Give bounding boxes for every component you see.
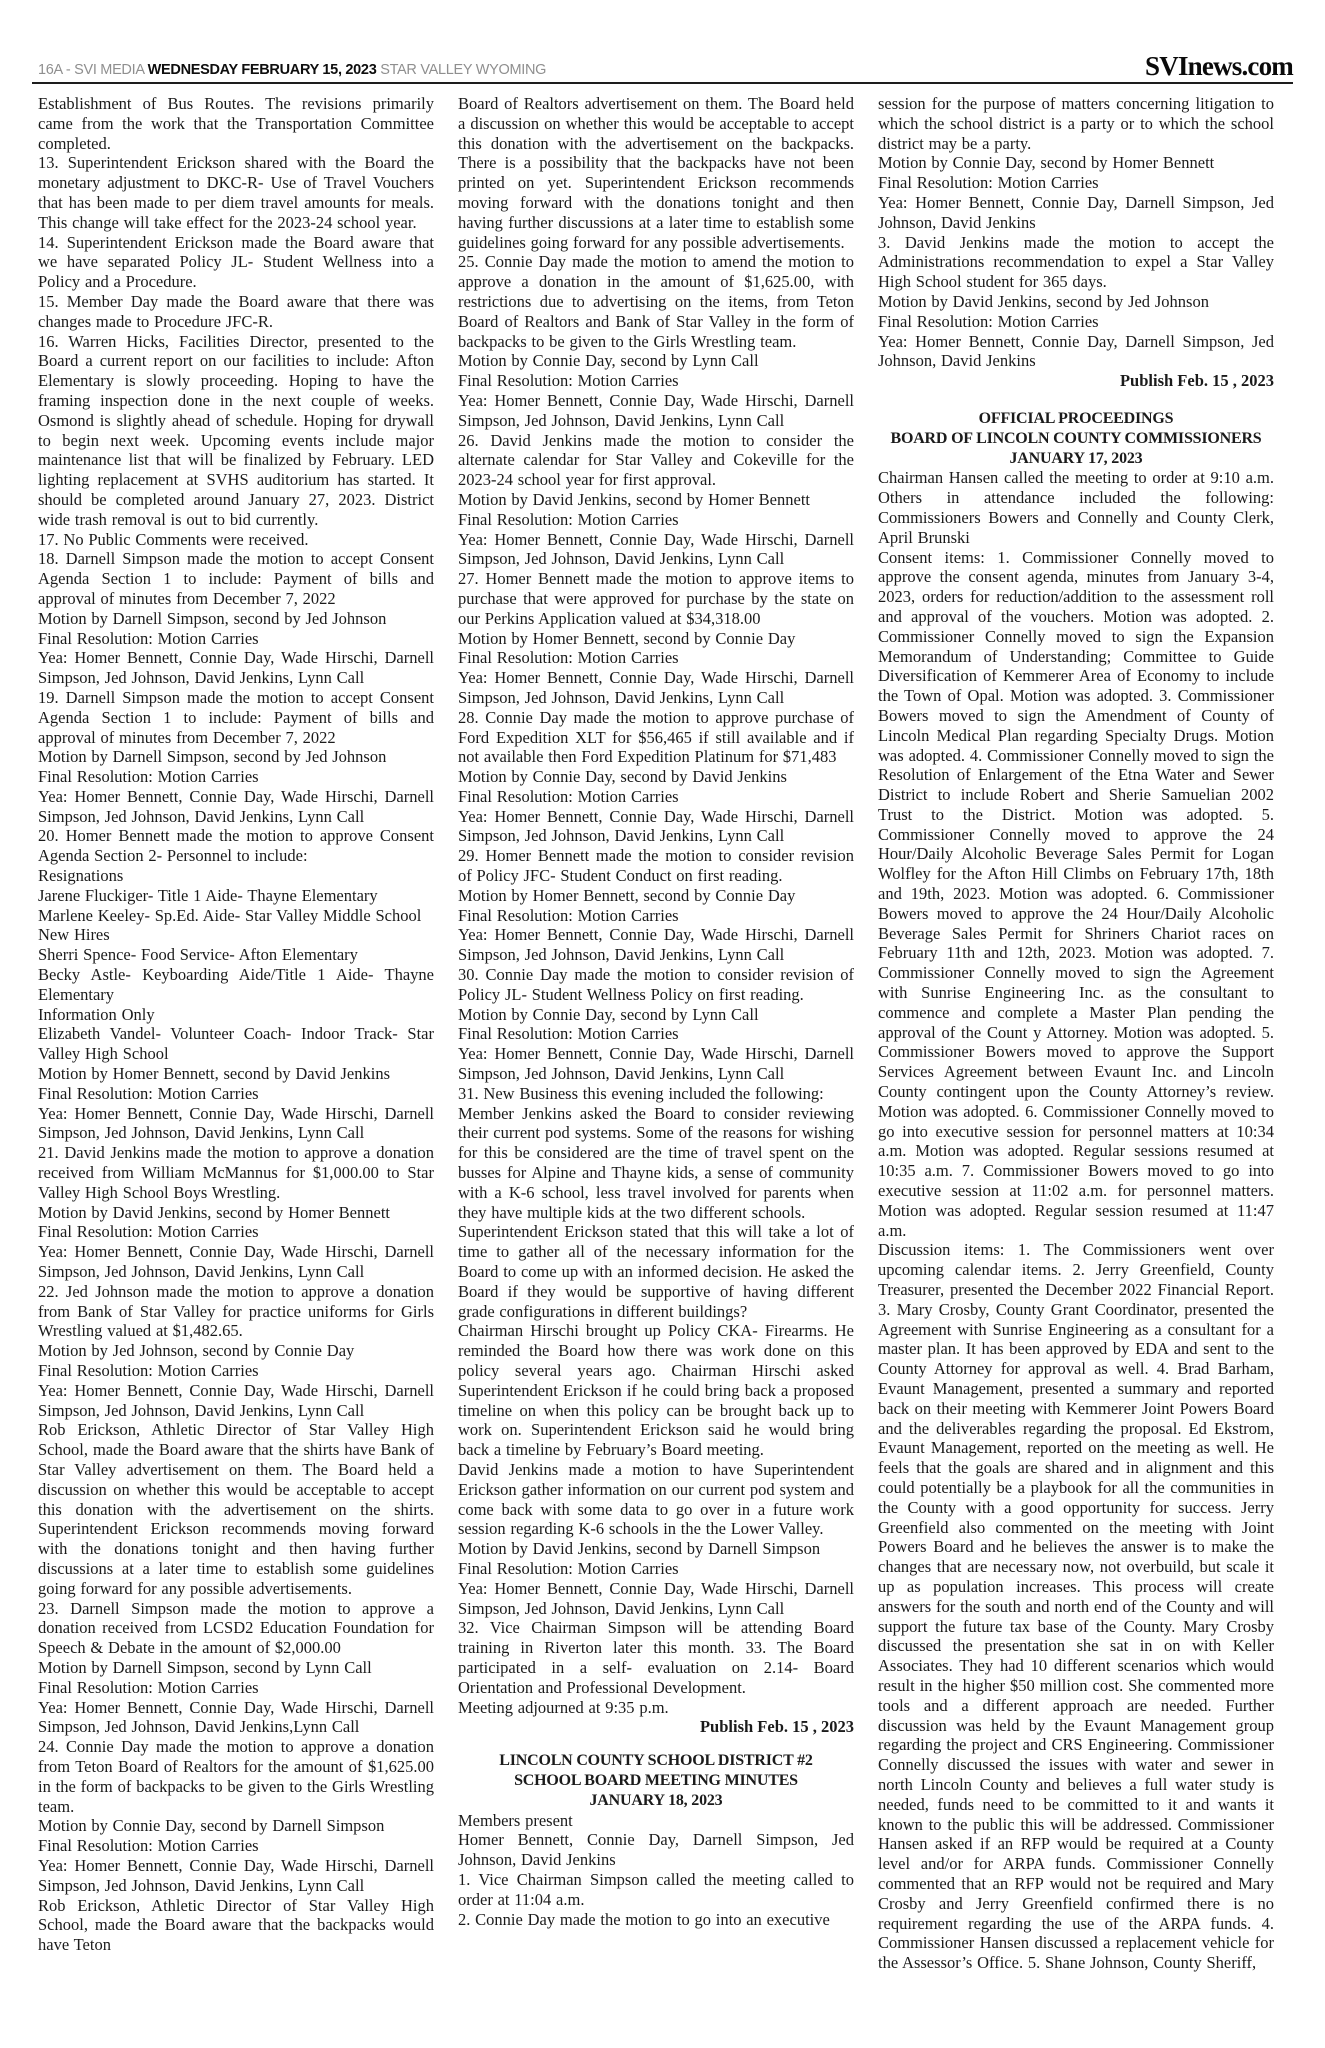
paragraph: Yea: Homer Bennett, Connie Day, Darnell Simpson, Jed Johnson, David Jenkins (878, 192, 1274, 232)
paragraph: Yea: Homer Bennett, Connie Day, Darnell Simpson, Jed Johnson, David Jenkins (878, 331, 1274, 371)
site-brand: SVInews.com (1145, 51, 1293, 81)
paragraph: Final Resolution: Motion Carries (458, 905, 679, 925)
spacer (458, 1737, 854, 1751)
paragraph: Marlene Keeley- Sp.Ed. Aide- Star Valley Middle School (38, 905, 422, 925)
paragraph: Motion by David Jenkins, second by Jed Johnson (878, 291, 1209, 311)
paragraph: 2. Connie Day made the motion to go into an executive (458, 1909, 830, 1929)
paragraph: Establishment of Bus Routes. The revisions primarily came from the work that the Transportation Committee completed. (38, 94, 434, 153)
paragraph: 27. Homer Bennett made the motion to approve items to purchase that were approved for purchase by the state on our Perkins Application valued at $34,318.00 (458, 569, 854, 628)
column-2 (458, 94, 854, 1973)
paragraph: 30. Connie Day made the motion to consider revision of Policy JL- Student Wellness Policy on first reading. (458, 965, 854, 1004)
paragraph: 23. Darnell Simpson made the motion to approve a donation received from LCSD2 Education Foundation for Speech & Debate in the amount of $2,000.00 (38, 1598, 434, 1658)
paragraph: 31. New Business this evening included the following: (458, 1083, 824, 1103)
paragraph: Motion by Homer Bennett, second by David Jenkins (38, 1064, 390, 1084)
paragraph: Rob Erickson, Athletic Director of Star Valley High School, made the Board aware that the backpacks would have Teton (38, 1895, 434, 1955)
paragraph: 26. David Jenkins made the motion to consider the alternate calendar for Star Valley and Cokeville for the 2023-24 school year for first approval. (458, 430, 854, 490)
paragraph: Final Resolution: Motion Carries (458, 1558, 679, 1578)
article-columns (38, 94, 1274, 1973)
paragraph: Chairman Hansen called the meeting to order at 9:10 a.m. Others in attendance included the following: Commissioners Bowers and Connelly and County Clerk, April Brunski (878, 468, 1274, 547)
page-info (38, 63, 546, 81)
paragraph: 19. Darnell Simpson made the motion to accept Consent Agenda Section 1 to include: Payment of bills and approval of minutes from December 7, 2022 (38, 687, 434, 747)
paragraph: Chairman Hirschi brought up Policy CKA- Firearms. He reminded the Board how there was work done on this policy several years ago. Chairman Hirschi asked Superintendent Erickson if he could bring back a proposed timeline on when this policy can be brought back up to work on. Superintendent Erickson said he would bring back a timeline by February’s Board meeting. (458, 1321, 854, 1460)
paragraph: session for the purpose of matters concerning litigation to which the school district is a party or to which the school district may be a party. (878, 94, 1274, 153)
paragraph: Motion by David Jenkins, second by Darnell Simpson (458, 1539, 821, 1559)
paragraph: Final Resolution: Motion Carries (878, 311, 1099, 331)
paragraph: Information Only (38, 1004, 155, 1024)
paragraph: Yea: Homer Bennett, Connie Day, Wade Hirschi, Darnell Simpson, Jed Johnson, David Jenkins, Lynn Call (458, 1044, 854, 1084)
section-heading: SCHOOL BOARD MEETING MINUTES (514, 1771, 798, 1789)
paragraph: 21. David Jenkins made the motion to approve a donation received from William McMannus for $1,000.00 to Star Valley High School Boys Wrestling. (38, 1143, 434, 1202)
paragraph: Motion by Darnell Simpson, second by Jed Johnson (38, 747, 387, 767)
paragraph: Final Resolution: Motion Carries (458, 509, 679, 529)
paragraph: Yea: Homer Bennett, Connie Day, Wade Hirschi, Darnell Simpson, Jed Johnson, David Jenkins, Lynn Call (458, 925, 854, 965)
paragraph: Final Resolution: Motion Carries (458, 371, 679, 391)
paragraph: 15. Member Day made the Board aware that there was changes made to Procedure JFC-R. (38, 291, 434, 331)
paragraph: 3. David Jenkins made the motion to accept the Administrations recommendation to expel a Star Valley High School student for 365 days. (878, 232, 1274, 292)
paragraph: Motion by Connie Day, second by Lynn Call (458, 1004, 759, 1024)
paragraph: David Jenkins made a motion to have Superintendent Erickson gather information on our current pod system and come back with some data to go over in a future work session regarding K-6 schools in the the Lower Valley. (458, 1459, 854, 1539)
publish-line: Publish Feb. 15 , 2023 (699, 1717, 854, 1737)
column-3 (878, 94, 1274, 1973)
paragraph: 24. Connie Day made the motion to approve a donation from Teton Board of Realtors for the amount of $1,625.00 in the form of backpacks to be given to the Girls Wrestling team. (38, 1737, 434, 1816)
section-heading: OFFICIAL PROCEEDINGS (978, 409, 1174, 427)
paragraph: Motion by Darnell Simpson, second by Lynn Call (38, 1657, 372, 1677)
paragraph: 22. Jed Johnson made the motion to approve a donation from Bank of Star Valley for practice uniforms for Girls Wrestling valued at $1,482.65. (38, 1281, 434, 1341)
section-heading: JANUARY 17, 2023 (1009, 449, 1143, 467)
paragraph: 28. Connie Day made the motion to approve purchase of Ford Expedition XLT for $56,465 if still available and if not available then Ford Expedition Platinum for $71,483 (458, 707, 854, 767)
page-edition: 16A - SVI MEDIA (38, 61, 148, 78)
section-heading: BOARD OF LINCOLN COUNTY COMMISSIONERS (890, 429, 1262, 447)
header-rule (32, 82, 1293, 84)
paragraph: Homer Bennett, Connie Day, Darnell Simpson, Jed Johnson, David Jenkins (458, 1830, 854, 1870)
section-heading: LINCOLN COUNTY SCHOOL DISTRICT #2 (499, 1752, 813, 1770)
paragraph: Yea: Homer Bennett, Connie Day, Wade Hirschi, Darnell Simpson, Jed Johnson, David Jenkins, Lynn Call (38, 1855, 434, 1895)
paragraph: Yea: Homer Bennett, Connie Day, Wade Hirschi, Darnell Simpson, Jed Johnson, David Jenkins, Lynn Call (38, 648, 434, 688)
paragraph: Yea: Homer Bennett, Connie Day, Wade Hirschi, Darnell Simpson, Jed Johnson, David Jenkins, Lynn Call (38, 1103, 434, 1143)
paragraph: 14. Superintendent Erickson made the Board aware that we have separated Policy JL- Student Wellness into a Policy and a Procedure. (38, 232, 434, 292)
paragraph: Board of Realtors advertisement on them. The Board held a discussion on whether this would be acceptable to accept this donation with the advertisement on the backpacks. There is a possibility that the backpacks have not been printed on yet. Superintendent Erickson recommends moving forward with the donations tonight and then having further discussions at a later time to establish some guidelines going forward for any possible advertisements. (458, 94, 854, 252)
paragraph: Yea: Homer Bennett, Connie Day, Wade Hirschi, Darnell Simpson, Jed Johnson, David Jenkins, Lynn Call (458, 668, 854, 707)
paragraph: Motion by David Jenkins, second by Homer Bennett (458, 489, 810, 509)
paragraph: Meeting adjourned at 9:35 p.m. (458, 1697, 669, 1717)
paragraph: Consent items: 1. Commissioner Connelly moved to approve the consent agenda, minutes from January 3-4, 2023, orders for reduction/addition to the assessment roll and approval of the vouchers. Motion was adopted. 2. Commissioner Connelly moved to sign the Expansion Memorandum of Understanding; Committee to Guide Diversification of Kemmerer Area of Economy to include the Town of Opal. Motion was adopted. 3. Commissioner Bowers moved to sign the Amendment of County of Lincoln Medical Plan regarding Specialty Drugs. Motion was adopted. 4. Commissioner Connelly moved to sign the Resolution of Enlargement of the Etna Water and Sewer District to include Robert and Sherie Samuelian 2002 Trust to the District. Motion was adopted. 5. Commissioner Connelly moved to approve the 24 Hour/Daily Alcoholic Beverage Sales Permit for Logan Wolfley for the Afton Hill Climbs on February 17th, 18th and 19th, 2023. Motion was adopted. 6. Commissioner Bowers moved to approve the 24 Hour/Daily Alcoholic Beverage Sales Permit for Shriners Chariot races on February 11th and 12th, 2023. Motion was adopted. 7. Commissioner Connelly moved to sign the Agreement with Sunrise Engineering Inc. as the consultant to commence and complete a Master Plan pending the approval of the Count y Attorney. Motion was adopted. 5. Commissioner Bowers moved to approve the Support Services Agreement between Evaunt Inc. and Lincoln County contingent upon the County Attorney’s review. Motion was adopted. 6. Commissioner Connelly moved to go into executive session for personnel matters at 10:34 a.m. Motion was adopted. Regular sessions resumed at 10:35 a.m. 7. Commissioner Bowers moved to go into executive session at 11:02 a.m. for personnel matters. Motion was adopted. Regular session resumed at 11:47 a.m. (878, 547, 1274, 1240)
paragraph: Motion by Homer Bennett, second by Connie Day (458, 628, 796, 648)
paragraph: Motion by Jed Johnson, second by Connie Day (38, 1341, 355, 1361)
paragraph: Final Resolution: Motion Carries (38, 1083, 259, 1103)
paragraph: 17. No Public Comments were received. (38, 529, 309, 549)
paragraph: 13. Superintendent Erickson shared with the Board the monetary adjustment to DKC-R- Use of Travel Vouchers that has been made to per diem travel amounts for meals. This change will take effect for the 2023-24 school year. (38, 153, 434, 232)
paragraph: Motion by Homer Bennett, second by Connie Day (458, 885, 796, 905)
paragraph: Sherri Spence- Food Service- Afton Elementary (38, 945, 358, 965)
spacer (878, 391, 1274, 409)
paragraph: Yea: Homer Bennett, Connie Day, Wade Hirschi, Darnell Simpson, Jed Johnson, David Jenkins,Lynn Call (38, 1697, 434, 1737)
paragraph: Final Resolution: Motion Carries (38, 1361, 259, 1380)
paragraph: Superintendent Erickson stated that this will take a lot of time to gather all of the necessary information for the Board to come up with an informed decision. He asked the Board if they would be supportive of having different grade configurations in different buildings? (458, 1222, 854, 1321)
paragraph: Yea: Homer Bennett, Connie Day, Wade Hirschi, Darnell Simpson, Jed Johnson, David Jenkins, Lynn Call (458, 1578, 854, 1618)
paragraph: Yea: Homer Bennett, Connie Day, Wade Hirschi, Darnell Simpson, Jed Johnson, David Jenkins, Lynn Call (38, 786, 434, 826)
section-heading: JANUARY 18, 2023 (589, 1791, 723, 1809)
paragraph: Motion by David Jenkins, second by Homer Bennett (38, 1202, 390, 1222)
paragraph: Motion by Connie Day, second by Lynn Call (458, 351, 759, 371)
paragraph: 29. Homer Bennett made the motion to consider revision of Policy JFC- Student Conduct on first reading. (458, 846, 854, 886)
publish-line: Publish Feb. 15 , 2023 (1119, 371, 1274, 391)
paragraph: 32. Vice Chairman Simpson will be attending Board training in Riverton later this month. 33. The Board participated in a self- evaluation on 2.14- Board Orientation and Professional Development. (458, 1618, 854, 1697)
paragraph: Yea: Homer Bennett, Connie Day, Wade Hirschi, Darnell Simpson, Jed Johnson, David Jenkins, Lynn Call (458, 390, 854, 430)
paragraph: Becky Astle- Keyboarding Aide/Title 1 Aide- Thayne Elementary (38, 965, 434, 1004)
paragraph: Discussion items: 1. The Commissioners went over upcoming calendar items. 2. Jerry Greenfield, County Treasurer, presented the December 2022 Financial Report. 3. Mary Crosby, County Grant Coordinator, presented the Agreement with Sunrise Engineering as a consultant for a master plan. It has been approved by EDA and sent to the County Attorney for approval as well. 4. Brad Barham, Evaunt Management, presented a summary and reported back on their meeting with Kemmerer Joint Powers Board and the deliverables regarding the proposal. Ed Ekstrom, Evaunt Management, reported on the meeting as well. He feels that the goals are shared and in alignment and this could potentially be a playbook for all the communities in the County with a good opportunity for success. Jerry Greenfield also commented on the meeting with Joint Powers Board and he believes the answer is to make the changes that are necessary now, not overbuild, but scale it up as population increases. This process will create answers for the south and north end of the County and will support the future tax base of the County. Mary Crosby discussed the presentation she sat in on with Keller Associates. They had 10 different scenarios which would result in the higher $50 million cost. She commented more tools and a different approach are needed. Further discussion was held by the Evaunt Management group regarding the project and CRS Engineering. Commissioner Connelly discussed the issues with water and sewer in north Lincoln County and believes a full water study is needed, funds need to be committed to it and wants it known to the public this will be addressed. Commissioner Hansen asked if an RFP would be required at a County level and/or for ARPA funds. Commissioner Connelly commented that an RFP would not be required and Mary Crosby and Jerry Greenfield confirmed there is no requirement regarding the use of the ARPA funds. 4. Commissioner Hansen discussed a replacement vehicle for the Assessor’s Office. 5. Shane Johnson, County Sheriff, (878, 1240, 1274, 1973)
page-date: WEDNESDAY FEBRUARY 15, 2023 (147, 61, 377, 78)
paragraph: Member Jenkins asked the Board to consider reviewing their current pod systems. Some of the reasons for wishing for this be considered are the time of travel spent on the busses for Alpine and Thayne kids, a sense of community with a K-6 school, less travel involved for parents when they have multiple kids at the two different schools. (458, 1103, 854, 1222)
paragraph: Final Resolution: Motion Carries (38, 628, 259, 648)
paragraph: Yea: Homer Bennett, Connie Day, Wade Hirschi, Darnell Simpson, Jed Johnson, David Jenkins, Lynn Call (458, 529, 854, 569)
paragraph: Motion by Connie Day, second by David Jenkins (458, 767, 787, 787)
paragraph: Final Resolution: Motion Carries (458, 1024, 679, 1044)
paragraph: Final Resolution: Motion Carries (38, 1677, 259, 1697)
masthead (38, 44, 1293, 80)
paragraph: Elizabeth Vandel- Volunteer Coach- Indoor Track- Star Valley High School (38, 1024, 434, 1064)
paragraph: 25. Connie Day made the motion to amend the motion to approve a donation in the amount of $1,625.00, with restrictions due to advertising on the items, from Teton Board of Realtors and Bank of Star Valley in the form of backpacks to be given to the Girls Wrestling team. (458, 252, 854, 351)
paragraph: Final Resolution: Motion Carries (458, 786, 679, 806)
paragraph: Final Resolution: Motion Carries (878, 173, 1099, 193)
paragraph: Yea: Homer Bennett, Connie Day, Wade Hirschi, Darnell Simpson, Jed Johnson, David Jenkins, Lynn Call (38, 1242, 434, 1282)
paragraph: Resignations (38, 866, 124, 886)
paragraph: Final Resolution: Motion Carries (38, 1222, 259, 1242)
paragraph: Motion by Connie Day, second by Darnell Simpson (38, 1816, 385, 1836)
paragraph: Yea: Homer Bennett, Connie Day, Wade Hirschi, Darnell Simpson, Jed Johnson, David Jenkins, Lynn Call (458, 806, 854, 846)
paragraph: Final Resolution: Motion Carries (38, 767, 259, 787)
paragraph: Motion by Connie Day, second by Homer Bennett (878, 153, 1215, 173)
column-1 (38, 94, 434, 1973)
paragraph: 1. Vice Chairman Simpson called the meeting called to order at 11:04 a.m. (458, 1869, 854, 1909)
paragraph: Members present (458, 1810, 573, 1830)
paragraph: Rob Erickson, Athletic Director of Star Valley High School, made the Board aware that the shirts have Bank of Star Valley advertisement on them. The Board held a discussion on whether this would be acceptable to accept this donation with the advertisement on the shirts. Superintendent Erickson recommends moving forward with the donations tonight and then having further discussions at a later time to establish some guidelines going forward for any possible advertisements. (38, 1420, 434, 1598)
paragraph: 16. Warren Hicks, Facilities Director, presented to the Board a current report on our facilities to include: Afton Elementary is slowly proceeding. Hoping to have the framing inspection done in the next couple of weeks. Osmond is slightly ahead of schedule. Hoping for drywall to begin next week. Upcoming events include major maintenance list that will be finalized by February. LED lighting replacement at SVHS auditorium has started. It should be completed around January 27, 2023. District wide trash removal is out to bid currently. (38, 331, 434, 529)
paragraph: Final Resolution: Motion Carries (38, 1836, 259, 1856)
paragraph: 20. Homer Bennett made the motion to approve Consent Agenda Section 2- Personnel to include: (38, 826, 434, 866)
paragraph: Final Resolution: Motion Carries (458, 648, 679, 668)
page-location: STAR VALLEY WYOMING (376, 61, 547, 78)
paragraph: Motion by Darnell Simpson, second by Jed Johnson (38, 608, 387, 628)
paragraph: New Hires (38, 925, 110, 945)
paragraph: Yea: Homer Bennett, Connie Day, Wade Hirschi, Darnell Simpson, Jed Johnson, David Jenkins, Lynn Call (38, 1380, 434, 1420)
paragraph: Jarene Fluckiger- Title 1 Aide- Thayne Elementary (38, 885, 378, 905)
paragraph: 18. Darnell Simpson made the motion to accept Consent Agenda Section 1 to include: Payment of bills and approval of minutes from December 7, 2022 (38, 549, 434, 608)
